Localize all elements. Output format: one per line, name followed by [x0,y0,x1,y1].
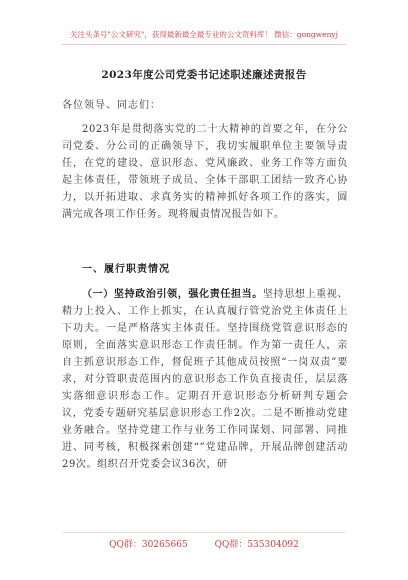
document-title: 2023年度公司党委书记述职述廉述责报告 [101,69,307,81]
subsection-body-1: 坚持思想上重视、精力上投入、工作上抓实，在认真履行管党治党主体责任上下功夫。一是严格落实主体责任。坚持围绕党管意识形态的原则，全面落实意识形态工作责任制。作为第一责任人，亲自主抓意识形态工作，督促班子其他成员按照“一岗双责”要求，对分管职责范围内的意识形态工作负直接责任，层层落实落细意识形态工作。定期召开意识形态分析研判专题会议，党委专题研究基层意识形态工作2次。二是不断推动党建业务融合。坚持党建工作与业务工作同谋划、同部署、同推进、同考核，积极探索创建“”党建品牌，开展品牌创建活动29次。组织召开党委会议36次，研 [62,289,348,470]
header-divider [62,44,346,45]
salutation: 各位领导、同志们： [62,100,161,111]
subsection-heading-1: （一）坚持政治引领，强化责任担当。 [82,289,263,300]
subsection-text [62,286,348,473]
intro-text: 2023年是贯彻落实党的二十大精神的首要之年，在分公司党委、分公司的正确领导下，我切实履职单位主要领导责任，在党的建设、意识形态、党风廉政、业务工作等方面负起主体责任，带领班子成员、全体干部职工团结一致齐心协力，以开拓进取、求真务实的精神抓好各项工作的落实，圆满完成各项工作任务。现将履责情况报告如下。 [62,124,348,220]
footer [0,537,408,550]
footer-divider [62,532,346,533]
footer-qq-group-1: QQ群：30265665 [109,540,188,550]
footer-qq-group-2: QQ群：535304092 [214,540,299,550]
intro-paragraph [62,121,348,223]
header-banner: 关注头条号"公文研究"，获得最新最全最专业的公文资料库！ 微信：gongwenyj [70,30,338,39]
subsection-paragraph-1 [62,286,348,473]
section-heading-1: 一、履行职责情况 [82,264,170,275]
